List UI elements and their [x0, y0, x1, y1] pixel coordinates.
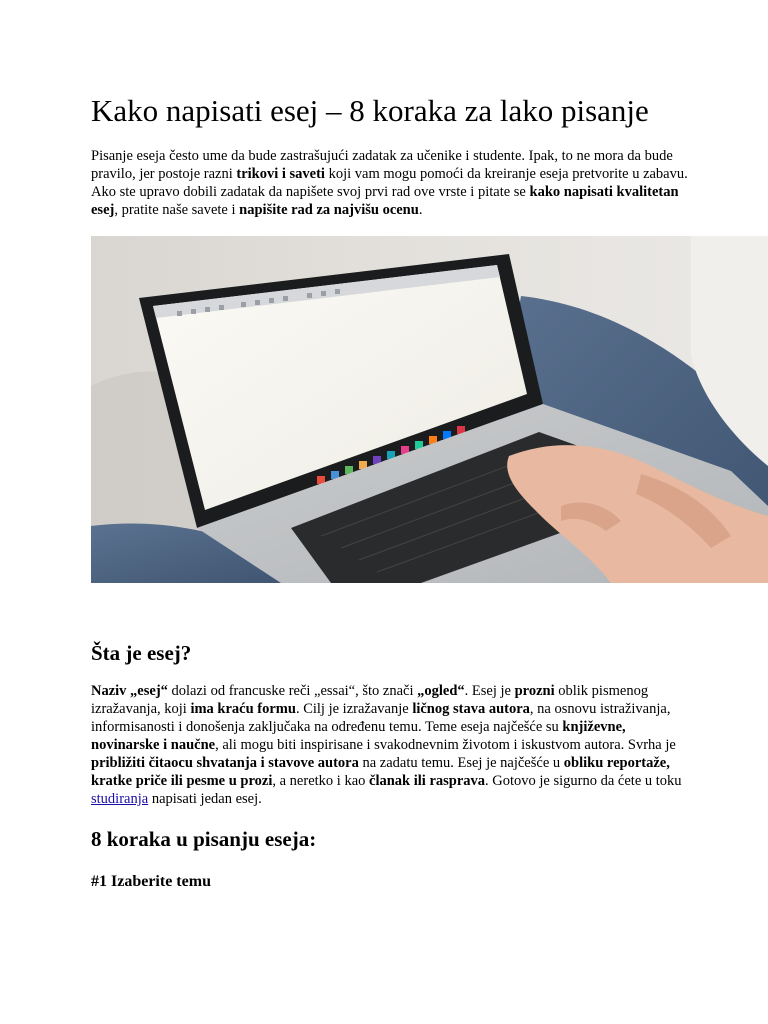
intro-text-2: koji vam mogu pomoći da kreiranje eseja pretvorite u zabavu. Ako ste upravo dobili zadatak da napišete svoj prvi rad ove vrste i pitate se: [91, 166, 688, 200]
def-text-10: napisati jedan esej.: [148, 791, 262, 807]
article-title: Kako napisati esej – 8 koraka za lako pisanje: [91, 93, 649, 128]
intro-text-1: Pisanje eseja često ume da bude zastrašujući zadatak za učenike i studente. Ipak, to ne mora da bude pravilo, jer postoje razni: [91, 148, 673, 182]
def-text-7: na zadatu temu. Esej je najčešće u: [358, 755, 564, 771]
def-text-5: , na osnovu istraživanja, informisanosti i donošenja zaključaka na određenu temu. Teme eseja najčešće su: [91, 701, 671, 735]
section-heading-what-is-essay: Šta je esej?: [91, 641, 192, 665]
def-text-4: . Cilj je izražavanje: [295, 701, 413, 717]
def-bold-9: članak ili rasprava: [369, 773, 486, 789]
def-bold-5: ličnog stava autora: [412, 701, 530, 717]
laptop-photo: [91, 236, 768, 583]
intro-text-3: , pratite naše savete i: [114, 202, 240, 218]
definition-paragraph: [91, 682, 691, 808]
def-bold-1: Naziv „esej“: [91, 683, 168, 699]
intro-bold-2: kako napisati kvalitetan esej: [91, 184, 679, 218]
def-text-6: , ali mogu biti inspirisane i svakodnevnim životom i iskustvom autora. Svrha je: [215, 737, 676, 753]
def-bold-2: „ogled“: [417, 683, 465, 699]
laptop-photo-illustration: [91, 236, 768, 583]
step-1-heading: #1 Izaberite temu: [91, 873, 211, 890]
section-heading-steps: 8 koraka u pisanju eseja:: [91, 827, 317, 851]
studiranja-link[interactable]: studiranja: [91, 791, 149, 807]
def-text-1: dolazi od francuske reči „essai“, što znači: [167, 683, 418, 699]
def-text-9: . Gotovo je sigurno da ćete u toku: [485, 773, 682, 789]
def-bold-7: približiti čitaocu shvatanja i stavove autora: [91, 755, 359, 771]
def-bold-8: obliku reportaže, kratke priče ili pesme u prozi: [91, 755, 670, 789]
def-text-2: . Esej je: [464, 683, 515, 699]
intro-bold-3: napišite rad za najvišu ocenu: [239, 202, 419, 218]
def-bold-6: književne, novinarske i naučne: [91, 719, 626, 753]
def-text-3: oblik pismenog izražavanja, koji: [91, 683, 649, 717]
def-text-8: , a neretko i kao: [272, 773, 370, 789]
intro-text-4: .: [418, 202, 423, 218]
intro-bold-1: trikovi i saveti: [236, 166, 325, 182]
def-bold-4: ima kraću formu: [190, 701, 296, 717]
intro-paragraph: [91, 147, 691, 219]
def-bold-3: prozni: [514, 683, 555, 699]
